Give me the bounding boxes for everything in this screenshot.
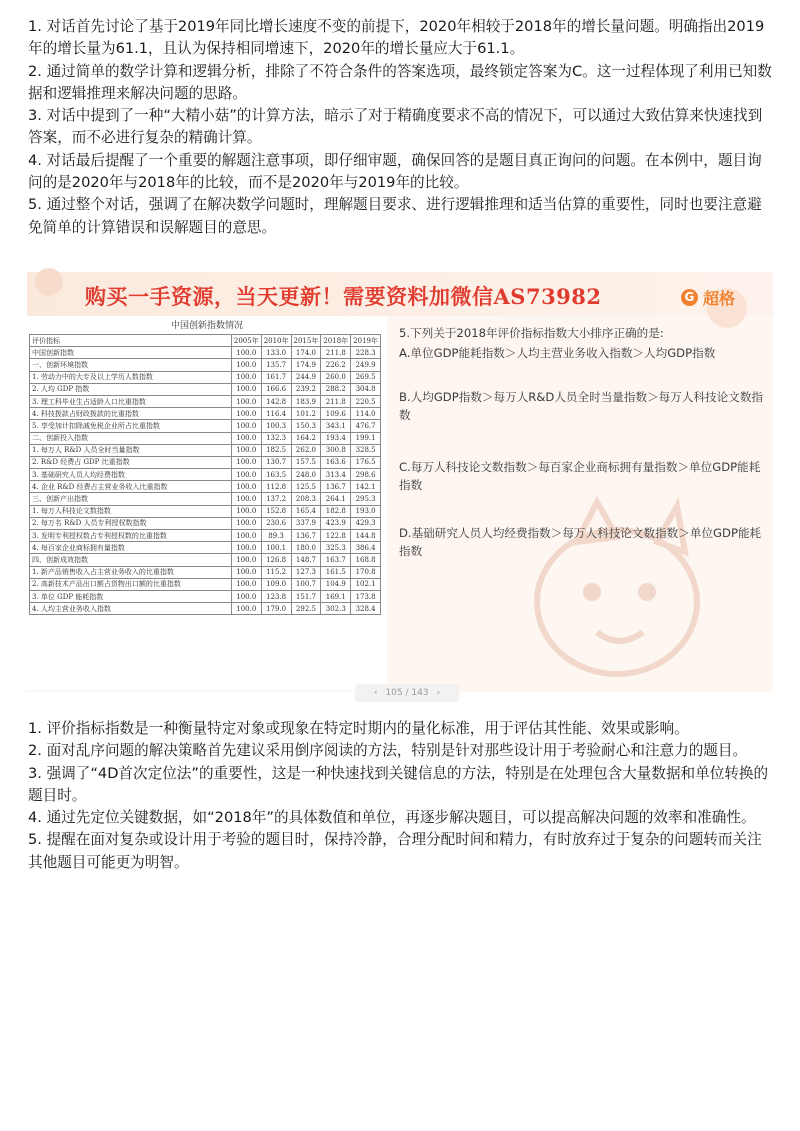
table-row [30,493,381,505]
index-value: 101.2 [291,408,321,420]
indicator-name: 2. 高新技术产品出口额占货物出口额的比重指数 [30,578,232,590]
indicator-name: 1. 劳动力中的大专及以上学历人数指数 [30,371,232,383]
mascot-watermark [507,492,727,682]
table-row [30,517,381,529]
index-value: 302.3 [321,603,351,615]
summary-top [28,16,774,239]
index-value: 109.0 [261,578,291,590]
index-value: 100.0 [231,395,261,407]
index-value: 133.0 [261,347,291,359]
index-value: 104.9 [321,578,351,590]
indicator-name: 中国创新指数 [30,347,232,359]
table-row [30,542,381,554]
summary-top-item: 3. 对话中提到了一种“大精小菇”的计算方法，暗示了对于精确度要求不高的情况下，可以通过大致估算来快速找到答案，而不必进行复杂的精确计算。 [28,107,763,147]
index-value: 100.0 [231,481,261,493]
indicator-name: 5. 享受加计扣除减免税企业所占比重指数 [30,420,232,432]
table-row [30,530,381,542]
option-c: C.每万人科技论文数指数＞每百家企业商标拥有量指数＞单位GDP能耗指数 [399,460,761,492]
page-number: 105 / 143 [385,688,429,698]
index-value: 249.9 [351,359,381,371]
col-header: 2019年 [351,335,381,347]
index-value: 248.0 [291,469,321,481]
table-row [30,408,381,420]
index-value: 269.5 [351,371,381,383]
index-table [29,334,381,615]
index-value: 135.7 [261,359,291,371]
index-value: 100.0 [231,590,261,602]
index-value: 102.1 [351,578,381,590]
index-value: 142.8 [261,395,291,407]
table-row [30,456,381,468]
index-value: 199.1 [351,432,381,444]
index-value: 152.8 [261,505,291,517]
indicator-name: 4. 科技拨款占财政拨款的比重指数 [30,408,232,420]
option-d: D.基础研究人员人均经费指数＞每万人科技论文数指数＞单位GDP能耗指数 [399,526,762,558]
index-value: 169.1 [321,590,351,602]
indicator-name: 3. 理工科毕业生占适龄人口比重指数 [30,395,232,407]
index-value: 211.8 [321,347,351,359]
index-value: 476.7 [351,420,381,432]
index-value: 100.0 [231,432,261,444]
summary-bottom-item: 4. 通过先定位关键数据，如“2018年”的具体数值和单位，再逐步解决题目，可以提高解决问题的效率和准确性。 [28,809,756,827]
index-value: 180.0 [291,542,321,554]
index-value: 423.9 [321,517,351,529]
table-row [30,371,381,383]
index-value: 193.4 [321,432,351,444]
index-value: 337.9 [291,517,321,529]
summary-top-item: 4. 对话最后提醒了一个重要的解题注意事项，即仔细审题，确保回答的是题目真正询问的问题。在本例中，题目询问的是2020年与2018年的比较，而不是2020年与2019年的比较。 [28,151,762,192]
index-value: 100.0 [231,517,261,529]
index-value: 132.3 [261,432,291,444]
brand-logo [681,286,735,309]
index-value: 208.3 [291,493,321,505]
index-value: 173.8 [351,590,381,602]
index-value: 100.0 [231,530,261,542]
table-row [30,481,381,493]
indicator-name: 1. 每万人 R&D 人员全时当量指数 [30,444,232,456]
table-row [30,590,381,602]
index-value: 304.8 [351,383,381,395]
index-value: 164.2 [291,432,321,444]
table-header-row [30,335,381,347]
indicator-name: 1. 每万人科技论文数指数 [30,505,232,517]
summary-bottom-item: 1. 评价指标指数是一种衡量特定对象或现象在特定时期内的量化标准，用于评估其性能、效果或影响。 [28,720,689,737]
index-value: 168.8 [351,554,381,566]
table-row [30,444,381,456]
index-value: 123.8 [261,590,291,602]
indicator-name: 4. 每百家企业商标拥有量指数 [30,542,232,554]
index-value: 89.3 [261,530,291,542]
index-value: 239.2 [291,383,321,395]
index-value: 100.0 [231,469,261,481]
index-value: 150.3 [291,420,321,432]
col-header: 评价指标 [30,335,232,347]
summary-top-item: 2. 通过简单的数学计算和逻辑分析，排除了不符合条件的答案选项，最终锁定答案为C。这一过程体现了利用已知数据和逻辑推理来解决问题的思路。 [28,62,772,102]
col-header: 2005年 [231,335,261,347]
index-value: 170.8 [351,566,381,578]
index-value: 182.8 [321,505,351,517]
indicator-name: 4. 企业 R&D 经费占主营业务收入比重指数 [30,481,232,493]
option-b: B.人均GDP指数＞每万人R&D人员全时当量指数＞每万人科技论文数指数 [399,390,764,422]
index-value: 429.3 [351,517,381,529]
option-a: A.单位GDP能耗指数＞人均主营业务收入指数＞人均GDP指数 [399,346,716,360]
summary-bottom [28,718,774,874]
index-value: 176.5 [351,456,381,468]
brand-name: 超格 [702,289,735,308]
index-value: 226.2 [321,359,351,371]
index-value: 161.7 [261,371,291,383]
index-value: 127.3 [291,566,321,578]
index-value: 100.0 [231,420,261,432]
table-row [30,566,381,578]
summary-top-item: 5. 通过整个对话，强调了在解决数学问题时，理解题目要求、进行逻辑推理和适当估算的重要性，同时也要注意避免简单的计算错误和误解题目的意思。 [28,196,762,236]
index-value: 109.6 [321,408,351,420]
col-header: 2015年 [291,335,321,347]
indicator-name: 四、创新成效指数 [30,554,232,566]
summary-bottom-item: 5. 提醒在面对复杂或设计用于考验的题目时，保持冷静，合理分配时间和精力，有时放弃过于复杂的问题转而关注其他题目可能更为明智。 [28,831,762,871]
table-row [30,383,381,395]
table-row [30,432,381,444]
col-header: 2018年 [321,335,351,347]
table-row [30,469,381,481]
index-value: 174.9 [291,359,321,371]
index-value: 137.2 [261,493,291,505]
table-row [30,554,381,566]
index-value: 100.1 [261,542,291,554]
index-value: 244.9 [291,371,321,383]
summary-bottom-item: 3. 强调了“4D首次定位法”的重要性，这是一种快速找到关键信息的方法，特别是在处理包含大量数据和单位转换的题目时。 [28,764,769,804]
banner-text: 购买一手资源，当天更新！需要资料加微信AS73982 [85,284,602,309]
index-value: 313.4 [321,469,351,481]
index-value: 386.4 [351,542,381,554]
index-value: 183.9 [291,395,321,407]
summary-bottom-item: 2. 面对乱序问题的解决策略首先建议采用倒序阅读的方法，特别是针对那些设计用于考验耐心和注意力的题目。 [28,742,748,760]
index-value: 114.0 [351,408,381,420]
question-text: 5.下列关于2018年评价指标指数大小排序正确的是: [399,326,664,340]
indicator-name: 三、创新产出指数 [30,493,232,505]
index-value: 100.0 [231,456,261,468]
index-value: 100.3 [261,420,291,432]
table-title: 中国创新指数情况 [170,321,243,331]
index-value: 230.6 [261,517,291,529]
indicator-name: 一、创新环境指数 [30,359,232,371]
index-table-panel [27,316,387,690]
index-value: 136.7 [321,481,351,493]
index-value: 148.7 [291,554,321,566]
index-value: 142.1 [351,481,381,493]
index-value: 125.5 [291,481,321,493]
index-value: 100.0 [231,347,261,359]
page-indicator [355,684,459,702]
index-value: 100.0 [231,578,261,590]
index-value: 264.1 [321,493,351,505]
table-row [30,578,381,590]
table-row [30,505,381,517]
index-value: 328.4 [351,603,381,615]
brand-icon: G [681,289,698,306]
index-value: 122.8 [321,530,351,542]
indicator-name: 1. 新产品销售收入占主营业务收入的比重指数 [30,566,232,578]
indicator-name: 2. 每万名 R&D 人员专利授权数指数 [30,517,232,529]
index-value: 298.6 [351,469,381,481]
index-value: 165.4 [291,505,321,517]
index-value: 100.0 [231,566,261,578]
index-value: 112.8 [261,481,291,493]
index-value: 100.7 [291,578,321,590]
index-value: 211.8 [321,395,351,407]
indicator-name: 3. 发明专利授权数占专利授权数的比重指数 [30,530,232,542]
index-value: 343.1 [321,420,351,432]
index-value: 100.0 [231,542,261,554]
indicator-name: 3. 单位 GDP 能耗指数 [30,590,232,602]
col-header: 2010年 [261,335,291,347]
table-row [30,420,381,432]
index-value: 100.0 [231,444,261,456]
index-value: 174.0 [291,347,321,359]
index-value: 136.7 [291,530,321,542]
index-value: 163.6 [321,456,351,468]
index-value: 292.5 [291,603,321,615]
index-value: 144.8 [351,530,381,542]
indicator-name: 3. 基础研究人员人均经费指数 [30,469,232,481]
index-value: 325.3 [321,542,351,554]
index-value: 100.0 [231,408,261,420]
index-value: 220.5 [351,395,381,407]
index-value: 262.0 [291,444,321,456]
indicator-name: 2. 人均 GDP 指数 [30,383,232,395]
index-value: 116.4 [261,408,291,420]
index-value: 100.0 [231,554,261,566]
indicator-name: 2. R&D 经费占 GDP 比重指数 [30,456,232,468]
index-value: 100.0 [231,371,261,383]
index-value: 130.7 [261,456,291,468]
index-value: 100.0 [231,603,261,615]
index-value: 179.0 [261,603,291,615]
index-value: 100.0 [231,383,261,395]
index-value: 328.5 [351,444,381,456]
index-value: 100.0 [231,359,261,371]
next-page-icon[interactable]: › [436,688,441,698]
index-value: 193.0 [351,505,381,517]
index-value: 288.2 [321,383,351,395]
table-row [30,359,381,371]
index-value: 115.2 [261,566,291,578]
index-value: 100.0 [231,493,261,505]
index-value: 182.5 [261,444,291,456]
index-value: 161.5 [321,566,351,578]
index-value: 157.5 [291,456,321,468]
index-value: 260.0 [321,371,351,383]
index-value: 166.6 [261,383,291,395]
slide-screenshot [27,272,773,698]
index-value: 228.3 [351,347,381,359]
summary-top-item: 1. 对话首先讨论了基于2019年同比增长速度不变的前提下，2020年相较于2018年的增长量问题。明确指出2019年的增长量为61.1，且认为保持相同增速下，2020年的增长量应大于61.1。 [28,18,765,58]
indicator-name: 二、创新投入指数 [30,432,232,444]
table-row [30,347,381,359]
index-value: 163.7 [321,554,351,566]
index-value: 295.3 [351,493,381,505]
indicator-name: 4. 人均主营业务收入指数 [30,603,232,615]
prev-page-icon[interactable]: ‹ [373,688,378,698]
index-value: 126.8 [261,554,291,566]
index-value: 163.5 [261,469,291,481]
index-value: 300.8 [321,444,351,456]
table-row [30,603,381,615]
index-value: 100.0 [231,505,261,517]
table-row [30,395,381,407]
index-value: 151.7 [291,590,321,602]
